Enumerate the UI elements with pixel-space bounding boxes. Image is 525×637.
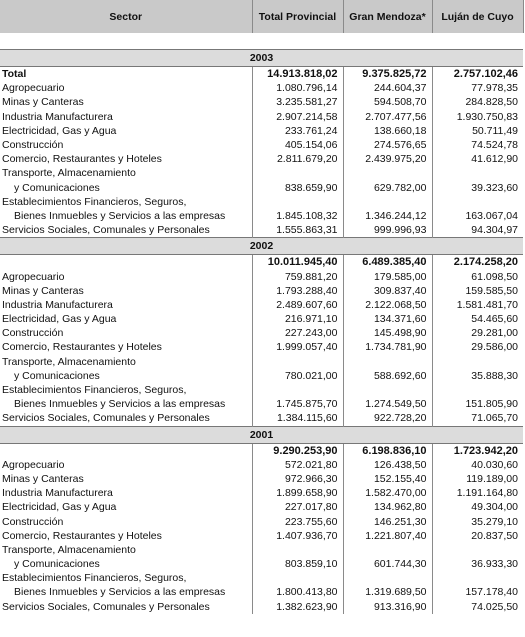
row-value: 74.025,50 <box>432 600 523 614</box>
row-value: 972.966,30 <box>252 472 343 486</box>
row-value: 1.346.244,12 <box>343 209 432 223</box>
row-value: 41.612,90 <box>432 152 523 166</box>
row-value: 1.793.288,40 <box>252 284 343 298</box>
row-value: 227.243,00 <box>252 326 343 340</box>
row-label: Servicios Sociales, Comunales y Personales <box>2 412 210 425</box>
year-header-row <box>0 426 523 443</box>
row-value: 50.711,49 <box>432 124 523 138</box>
row-value: 71.065,70 <box>432 411 523 426</box>
table-row <box>0 166 523 180</box>
row-value: 35.888,30 <box>432 369 523 383</box>
table-row <box>0 500 523 514</box>
total-value: 9.375.825,72 <box>343 67 432 82</box>
table-row <box>0 195 523 209</box>
row-value: 588.692,60 <box>343 369 432 383</box>
row-value: 126.438,50 <box>343 458 432 472</box>
row-label: Electricidad, Gas y Agua <box>2 124 117 137</box>
row-value: 29.281,00 <box>432 326 523 340</box>
row-value: 2.439.975,20 <box>343 152 432 166</box>
row-value: 594.508,70 <box>343 95 432 109</box>
row-value: 138.660,18 <box>343 124 432 138</box>
table-row <box>0 486 523 500</box>
table-row <box>0 472 523 486</box>
table-row <box>0 298 523 312</box>
row-value: 40.030,60 <box>432 458 523 472</box>
table-row <box>0 340 523 354</box>
row-value: 39.323,60 <box>432 181 523 195</box>
table-row <box>0 543 523 557</box>
table-row <box>0 585 523 599</box>
row-value: 146.251,30 <box>343 514 432 528</box>
row-value-empty <box>252 166 343 180</box>
row-value: 1.930.750,83 <box>432 110 523 124</box>
table-row <box>0 152 523 166</box>
row-value: 2.489.607,60 <box>252 298 343 312</box>
row-value-empty <box>432 543 523 557</box>
row-value: 223.755,60 <box>252 514 343 528</box>
row-label: Transporte, Almacenamiento <box>2 543 136 556</box>
row-value: 152.155,40 <box>343 472 432 486</box>
row-label: Comercio, Restaurantes y Hoteles <box>2 341 162 354</box>
row-value: 780.021,00 <box>252 369 343 383</box>
table-row <box>0 411 523 426</box>
row-label: Electricidad, Gas y Agua <box>2 313 117 326</box>
table-row <box>0 383 523 397</box>
row-value: 1.384.115,60 <box>252 411 343 426</box>
table-row <box>0 124 523 138</box>
table-row <box>0 181 523 195</box>
row-label: Transporte, Almacenamiento <box>2 355 136 368</box>
total-label: Total <box>2 68 27 81</box>
total-value: 6.198.836,10 <box>343 443 432 458</box>
row-value-empty <box>432 571 523 585</box>
row-label: Construcción <box>2 139 64 152</box>
row-label: Agropecuario <box>2 82 65 95</box>
row-value: 1.999.057,40 <box>252 340 343 354</box>
row-value: 145.498,90 <box>343 326 432 340</box>
table-row <box>0 95 523 109</box>
row-value: 405.154,06 <box>252 138 343 152</box>
table-row <box>0 397 523 411</box>
row-value: 1.382.623,90 <box>252 600 343 614</box>
table-body <box>0 33 523 614</box>
row-value: 1.734.781,90 <box>343 340 432 354</box>
row-label-continued: Bienes Inmuebles y Servicios a las empresas <box>14 398 226 411</box>
row-value: 29.586,00 <box>432 340 523 354</box>
row-value: 159.585,50 <box>432 284 523 298</box>
row-value: 803.859,10 <box>252 557 343 571</box>
row-value: 54.465,60 <box>432 312 523 326</box>
table-row <box>0 458 523 472</box>
year-label: 2002 <box>0 238 523 255</box>
row-value: 94.304,97 <box>432 223 523 238</box>
year-label: 2001 <box>0 426 523 443</box>
table-row <box>0 369 523 383</box>
row-value: 1.221.807,40 <box>343 529 432 543</box>
row-value: 227.017,80 <box>252 500 343 514</box>
header-total-provincial: Total Provincial <box>252 0 343 33</box>
table-row <box>0 355 523 369</box>
row-value: 601.744,30 <box>343 557 432 571</box>
table-row <box>0 571 523 585</box>
total-value: 9.290.253,90 <box>252 443 343 458</box>
total-value: 1.723.942,20 <box>432 443 523 458</box>
row-value: 35.279,10 <box>432 514 523 528</box>
row-value: 1.274.549,50 <box>343 397 432 411</box>
row-value: 2.707.477,56 <box>343 110 432 124</box>
row-value-empty <box>432 383 523 397</box>
row-value: 274.576,65 <box>343 138 432 152</box>
row-value: 244.604,37 <box>343 81 432 95</box>
row-value-empty <box>432 195 523 209</box>
row-label: Agropecuario <box>2 458 65 471</box>
row-label: Establecimientos Financieros, Seguros, <box>2 572 187 585</box>
total-row <box>0 255 523 270</box>
table-row <box>0 209 523 223</box>
total-value: 14.913.818,02 <box>252 67 343 82</box>
row-value: 1.080.796,14 <box>252 81 343 95</box>
row-value: 284.828,50 <box>432 95 523 109</box>
row-value: 61.098,50 <box>432 269 523 283</box>
row-label: Minas y Canteras <box>2 96 84 109</box>
row-label: Industria Manufacturera <box>2 487 113 500</box>
total-value: 2.757.102,46 <box>432 67 523 82</box>
row-label: Agropecuario <box>2 270 65 283</box>
table-row <box>0 312 523 326</box>
total-row <box>0 67 523 82</box>
table-row <box>0 269 523 283</box>
row-value-empty <box>343 543 432 557</box>
row-value-empty <box>252 355 343 369</box>
row-label: Industria Manufacturera <box>2 298 113 311</box>
table-row <box>0 557 523 571</box>
row-label: Construcción <box>2 327 64 340</box>
row-value: 216.971,10 <box>252 312 343 326</box>
row-value: 838.659,90 <box>252 181 343 195</box>
row-value-empty <box>343 383 432 397</box>
row-value: 20.837,50 <box>432 529 523 543</box>
header-gran-mendoza: Gran Mendoza* <box>343 0 432 33</box>
table-row <box>0 514 523 528</box>
row-value-empty <box>252 543 343 557</box>
row-value: 999.996,93 <box>343 223 432 238</box>
row-value: 1.899.658,90 <box>252 486 343 500</box>
year-label: 2003 <box>0 50 523 67</box>
total-value: 6.489.385,40 <box>343 255 432 270</box>
row-label: Construcción <box>2 515 64 528</box>
row-value: 233.761,24 <box>252 124 343 138</box>
table-row <box>0 326 523 340</box>
row-value: 3.235.581,27 <box>252 95 343 109</box>
table-row <box>0 284 523 298</box>
row-value: 179.585,00 <box>343 269 432 283</box>
row-label: Establecimientos Financieros, Seguros, <box>2 384 187 397</box>
row-value: 2.122.068,50 <box>343 298 432 312</box>
row-label: Minas y Canteras <box>2 284 84 297</box>
row-value-empty <box>252 383 343 397</box>
row-value: 1.319.689,50 <box>343 585 432 599</box>
row-value-empty <box>252 195 343 209</box>
row-label: Servicios Sociales, Comunales y Personales <box>2 224 210 237</box>
row-value: 759.881,20 <box>252 269 343 283</box>
row-value: 572.021,80 <box>252 458 343 472</box>
row-value: 1.745.875,70 <box>252 397 343 411</box>
row-label-continued: Bienes Inmuebles y Servicios a las empresas <box>14 209 226 222</box>
row-value: 1.407.936,70 <box>252 529 343 543</box>
row-value: 1.555.863,31 <box>252 223 343 238</box>
table-header-row <box>0 0 523 33</box>
row-label: Servicios Sociales, Comunales y Personales <box>2 600 210 613</box>
row-value: 74.524,78 <box>432 138 523 152</box>
row-value: 913.316,90 <box>343 600 432 614</box>
table-row <box>0 138 523 152</box>
row-value-empty <box>343 195 432 209</box>
row-value: 49.304,00 <box>432 500 523 514</box>
row-value-empty <box>343 571 432 585</box>
total-value: 10.011.945,40 <box>252 255 343 270</box>
row-value: 1.191.164,80 <box>432 486 523 500</box>
row-value: 119.189,00 <box>432 472 523 486</box>
row-value-empty <box>252 571 343 585</box>
row-label: Comercio, Restaurantes y Hoteles <box>2 153 162 166</box>
table-row <box>0 81 523 95</box>
table-row <box>0 110 523 124</box>
table-row <box>0 529 523 543</box>
row-value-empty <box>432 166 523 180</box>
total-label <box>0 443 252 458</box>
table-row <box>0 600 523 614</box>
row-label: Electricidad, Gas y Agua <box>2 501 117 514</box>
row-value: 134.371,60 <box>343 312 432 326</box>
row-value: 1.845.108,32 <box>252 209 343 223</box>
row-value-empty <box>343 166 432 180</box>
header-lujan-de-cuyo: Luján de Cuyo <box>432 0 523 33</box>
row-value: 629.782,00 <box>343 181 432 195</box>
row-label-continued: Bienes Inmuebles y Servicios a las empresas <box>14 586 226 599</box>
total-label <box>0 255 252 270</box>
total-value: 2.174.258,20 <box>432 255 523 270</box>
row-value: 77.978,35 <box>432 81 523 95</box>
row-value: 922.728,20 <box>343 411 432 426</box>
table-row <box>0 223 523 238</box>
row-label: Industria Manufacturera <box>2 110 113 123</box>
row-value: 1.581.481,70 <box>432 298 523 312</box>
row-value: 2.811.679,20 <box>252 152 343 166</box>
row-value-empty <box>343 355 432 369</box>
row-value: 2.907.214,58 <box>252 110 343 124</box>
row-value: 157.178,40 <box>432 585 523 599</box>
row-value: 36.933,30 <box>432 557 523 571</box>
row-value: 151.805,90 <box>432 397 523 411</box>
row-label: Transporte, Almacenamiento <box>2 167 136 180</box>
year-header-row <box>0 50 523 67</box>
row-label-continued: y Comunicaciones <box>14 558 100 571</box>
header-spacer <box>0 33 523 50</box>
row-value-empty <box>432 355 523 369</box>
row-label: Comercio, Restaurantes y Hoteles <box>2 529 162 542</box>
year-header-row <box>0 238 523 255</box>
row-label: Establecimientos Financieros, Seguros, <box>2 195 187 208</box>
row-value: 1.582.470,00 <box>343 486 432 500</box>
row-label-continued: y Comunicaciones <box>14 369 100 382</box>
row-label-continued: y Comunicaciones <box>14 181 100 194</box>
row-value: 134.962,80 <box>343 500 432 514</box>
header-sector: Sector <box>0 0 252 33</box>
row-value: 1.800.413,80 <box>252 585 343 599</box>
row-value: 309.837,40 <box>343 284 432 298</box>
row-value: 163.067,04 <box>432 209 523 223</box>
row-label: Minas y Canteras <box>2 472 84 485</box>
total-row <box>0 443 523 458</box>
